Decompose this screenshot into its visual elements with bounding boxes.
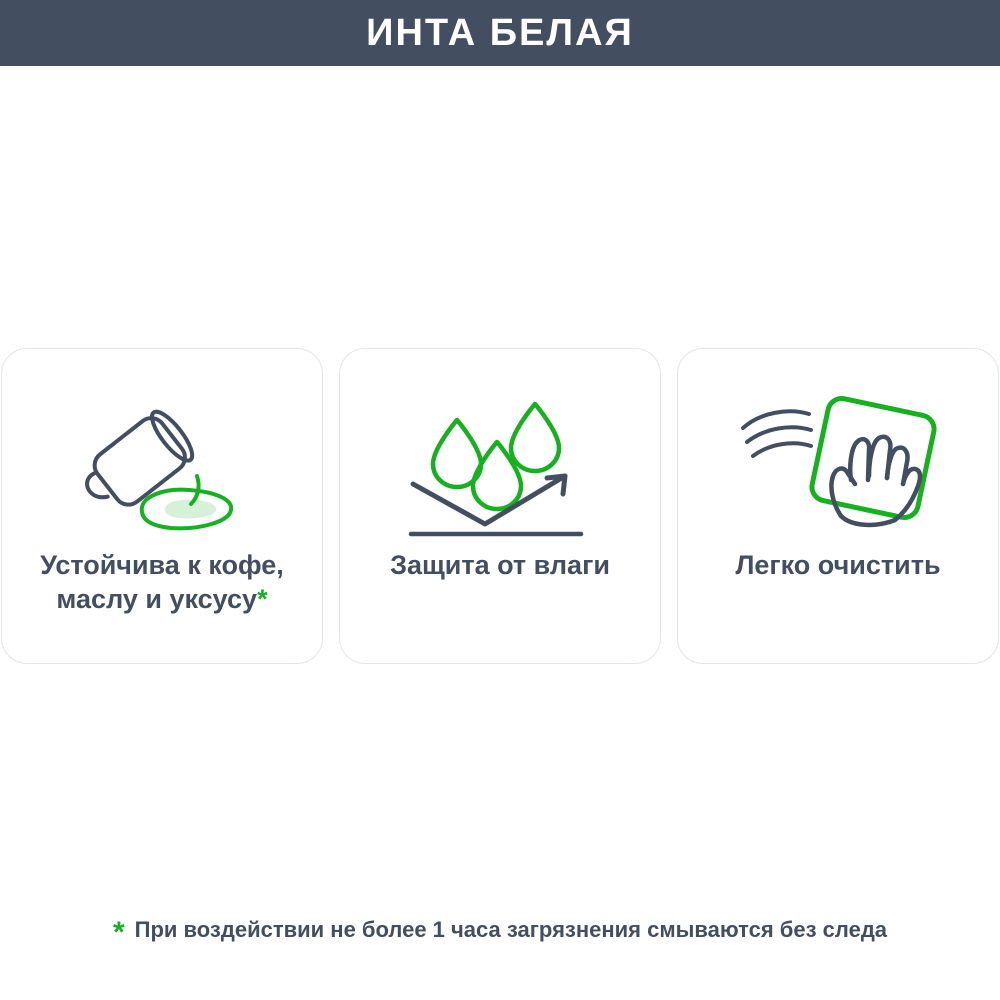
feature-card-label	[12, 549, 312, 617]
footnote-marker: *	[257, 583, 268, 614]
page-title: ИНТА БЕЛАЯ	[366, 12, 634, 54]
feature-label-line2: маслу и уксусу	[56, 583, 258, 614]
feature-label-line1: Легко очистить	[735, 550, 941, 580]
feature-label-line1: Устойчива к кофе,	[40, 550, 284, 580]
water-drops-repellent-icon	[340, 379, 660, 549]
feature-card-stain-resistance	[1, 348, 323, 664]
header-bar	[0, 0, 1000, 66]
spilled-cup-icon	[2, 379, 322, 549]
feature-cards-row	[0, 348, 1000, 664]
feature-card-easy-clean	[677, 348, 999, 664]
footnote-text: При воздействии не более 1 часа загрязнения смываются без следа	[134, 917, 888, 942]
feature-card-moisture-protection	[339, 348, 661, 664]
footnote	[0, 915, 1000, 949]
footnote-star-icon: *	[112, 916, 125, 949]
feature-card-label	[688, 549, 988, 583]
feature-label-line1: Защита от влаги	[390, 550, 610, 580]
feature-card-label	[350, 549, 650, 583]
hand-wiping-cloth-icon	[678, 379, 998, 549]
